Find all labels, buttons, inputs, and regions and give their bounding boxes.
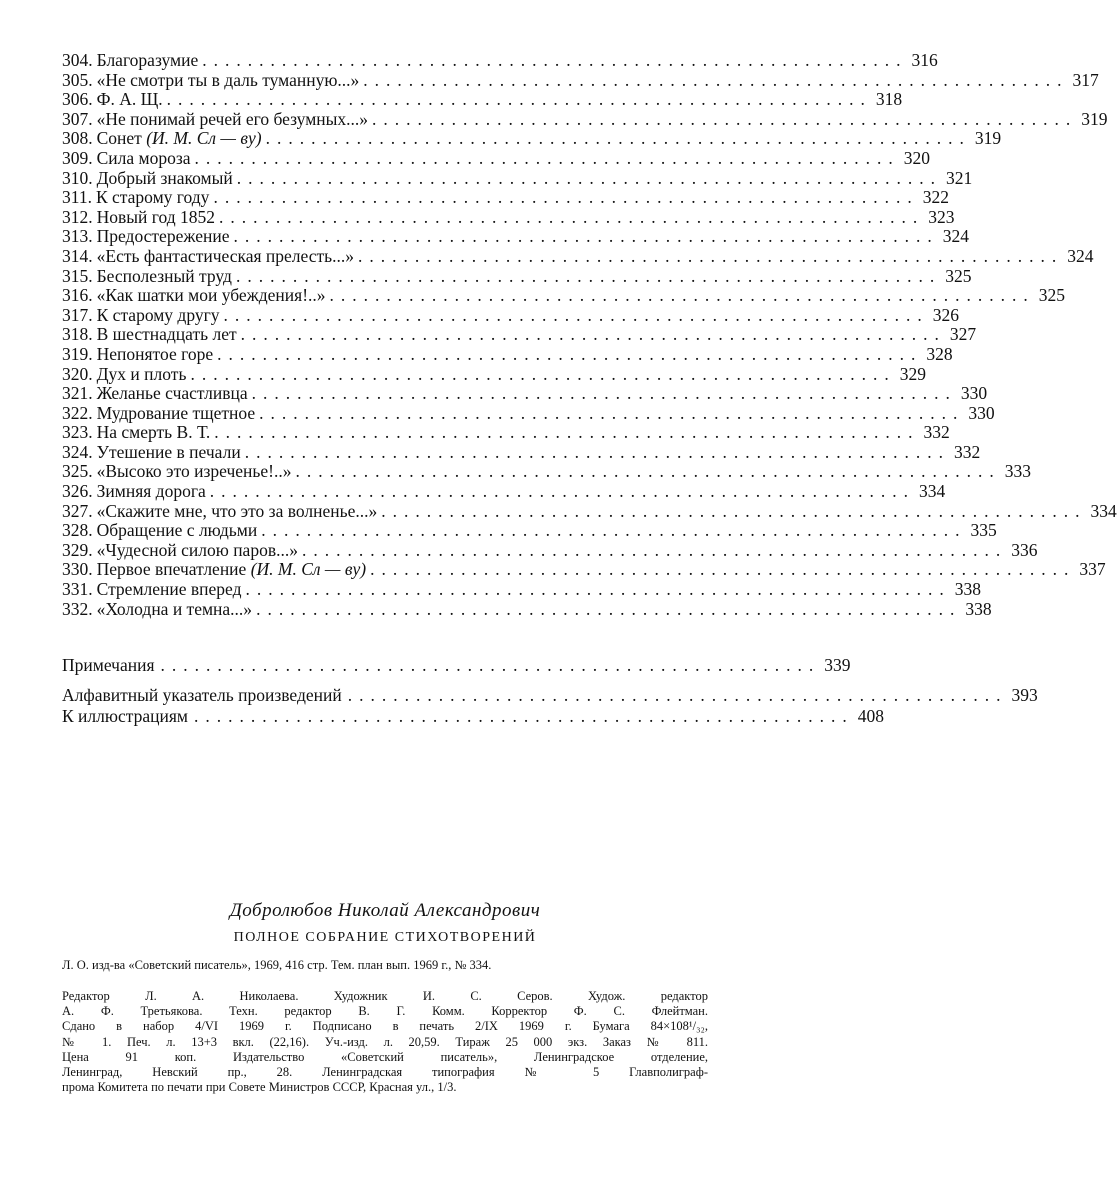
entry-number: 304. — [62, 50, 93, 70]
entry-title-text: «Не смотри ты в даль туманную...» — [96, 69, 360, 90]
toc-entry — [62, 304, 960, 326]
back-matter-row — [62, 685, 1038, 706]
toc-entry — [62, 559, 1106, 580]
page-number: 327 — [949, 324, 977, 345]
entry-title — [93, 325, 237, 345]
back-matter-notes — [62, 655, 851, 676]
toc-entry — [62, 441, 981, 463]
entry-dedication: (И. М. Сл — ву) — [250, 559, 367, 580]
entry-title-text: Бесполезный труд — [96, 265, 232, 286]
book-title: ПОЛНОЕ СОБРАНИЕ СТИХОТВОРЕНИЙ — [233, 930, 537, 945]
entry-title — [93, 227, 230, 247]
entry-number: 305. — [62, 69, 93, 90]
entry-number: 331. — [62, 579, 93, 600]
entry-dedication: (И. М. Сл — ву) — [146, 128, 262, 149]
author-name: Добролюбов Николай Александрович — [229, 900, 541, 921]
page-number: 321 — [946, 167, 973, 188]
entry-title — [93, 521, 258, 541]
entry-number: 320. — [62, 363, 93, 384]
entry-title — [93, 443, 241, 463]
entry-number: 317. — [62, 304, 93, 325]
entry-title-text: Обращение с людьми — [96, 520, 258, 541]
imprint — [62, 900, 708, 1095]
page-number: 332 — [953, 441, 981, 462]
entry-number: 309. — [62, 147, 93, 168]
dot-leader: .............................................................. — [202, 50, 908, 70]
back-matter-title: Примечания — [62, 655, 155, 675]
back-matter-index — [62, 685, 1038, 727]
dot-leader: .......................................................... — [160, 655, 821, 675]
page-number: 324 — [1067, 245, 1094, 266]
toc-entry — [62, 50, 938, 71]
entry-title — [93, 482, 206, 502]
toc-entry — [62, 579, 981, 600]
toc-entry — [62, 481, 946, 502]
dot-leader: .............................................................. — [209, 481, 916, 502]
dot-leader: .............................................................. — [363, 69, 1069, 90]
dot-leader: .............................................................. — [244, 441, 950, 462]
dot-leader: .............................................................. — [240, 324, 946, 345]
toc-entry — [62, 461, 1031, 482]
toc-entry — [62, 402, 995, 424]
dot-leader: .............................................................. — [233, 226, 939, 247]
entry-number: 306. — [62, 89, 93, 110]
credits-line: Редактор Л. А. Николаева. Художник И. С. Серов. Худож. редактор — [62, 989, 708, 1003]
entry-title-text: «Скажите мне, что это за волненье...» — [96, 500, 378, 521]
entry-number: 321. — [62, 383, 93, 404]
toc-entry — [62, 520, 997, 541]
entry-title-text: Первое впечатление — [96, 559, 247, 580]
entry-title — [93, 580, 242, 600]
entry-number: 332. — [62, 598, 93, 619]
entry-number: 318. — [62, 324, 93, 345]
entry-number: 327. — [62, 500, 93, 521]
page-number: 393 — [1011, 685, 1038, 705]
page-number: 328 — [926, 343, 953, 364]
entry-title-text: На смерть В. Т. — [96, 422, 211, 443]
entry-number: 324. — [62, 441, 93, 462]
page-number: 329 — [899, 363, 926, 384]
entry-title-text: Дух и плоть — [96, 363, 187, 384]
toc-entry — [62, 187, 949, 208]
entry-title-text: Стремление вперед — [96, 579, 242, 600]
entry-number: 329. — [62, 539, 93, 560]
page-number: 338 — [965, 598, 992, 619]
page-number: 317 — [1072, 69, 1099, 90]
toc-entry — [62, 265, 972, 287]
page-number: 330 — [960, 383, 988, 404]
page-number: 333 — [1004, 461, 1031, 482]
entry-number: 311. — [62, 187, 92, 208]
page-number: 338 — [954, 579, 981, 600]
toc-entry — [62, 226, 969, 247]
dot-leader: .............................................................. — [166, 89, 872, 110]
entry-title-text: Предостережение — [96, 226, 230, 247]
entry-title — [93, 423, 211, 443]
page-number: 325 — [945, 265, 972, 286]
credits-line: Ленинград, Невский пр., 28. Ленинградская типография № 5 Главполиграф- — [62, 1065, 708, 1080]
dot-leader: .............................................................. — [295, 461, 1001, 482]
credits-line: № 1. Печ. л. 13+3 вкл. (22,16). Уч.-изд. л. 20,59. Тираж 25 000 экз. Заказ № 811. — [62, 1034, 708, 1049]
credits-line: Цена 91 коп. Издательство «Советский писатель», Ленинградское отделение, — [62, 1049, 708, 1064]
entry-title — [93, 560, 366, 580]
credits-line: прома Комитета по печати при Совете Министров СССР, Красная ул., 1/3. — [62, 1080, 457, 1095]
back-matter-row — [62, 655, 851, 676]
dot-leader: .............................................................. — [259, 402, 965, 423]
entry-title — [92, 188, 209, 208]
entry-title-text: Сонет — [96, 128, 142, 149]
entry-title — [93, 502, 378, 522]
page-number: 339 — [824, 655, 851, 675]
toc-entry — [62, 500, 1117, 522]
entry-title-text: Ф. А. Щ. — [96, 89, 163, 110]
toc-entry — [62, 108, 1108, 130]
entry-number: 316. — [62, 285, 93, 306]
entry-number: 314. — [62, 245, 93, 266]
entry-title-text: «Чудесной силою паров...» — [96, 539, 298, 560]
entry-title — [93, 462, 292, 482]
publication-info: Л. О. изд-ва «Советский писатель», 1969, 416 стр. Тем. план вып. 1969 г., № 334. — [62, 958, 492, 972]
entry-title-text: Зимняя дорога — [96, 481, 206, 502]
entry-title — [93, 306, 220, 326]
entry-title — [93, 51, 199, 71]
page-number: 335 — [970, 520, 997, 541]
entry-title-text: «Как шатки мои убеждения!..» — [96, 285, 326, 306]
dot-leader: .......................................................... — [193, 706, 854, 726]
entry-title-text: «Есть фантастическая прелесть...» — [96, 245, 355, 266]
entry-title-text: К старому году — [95, 187, 210, 208]
page-number: 336 — [1011, 539, 1038, 560]
entry-title — [93, 149, 191, 169]
dot-leader: .............................................................. — [194, 147, 900, 168]
entry-number: 312. — [62, 206, 93, 227]
entry-title — [93, 286, 326, 306]
toc-entry — [62, 598, 992, 620]
toc-entry — [62, 128, 1002, 149]
dot-leader: .............................................................. — [261, 520, 967, 541]
entry-title — [93, 247, 354, 267]
entry-title — [93, 208, 215, 228]
page-number: 322 — [922, 187, 949, 208]
page-number: 316 — [911, 50, 938, 70]
credits-line: Сдано в набор 4/VI 1969 г. Подписано в печать 2/IX 1969 г. Бумага 84×108¹/₃₂, — [62, 1019, 708, 1034]
table-of-contents — [62, 50, 1117, 619]
dot-leader: .............................................................. — [235, 265, 942, 286]
toc-entry — [62, 343, 953, 365]
page-number: 320 — [903, 147, 931, 168]
page-number: 318 — [875, 89, 903, 110]
entry-title — [93, 384, 248, 404]
dot-leader: .............................................................. — [358, 245, 1064, 266]
entry-title-text: Непонятое горе — [96, 343, 214, 364]
entry-title-text: К старому другу — [96, 304, 220, 325]
entry-number: 330. — [62, 559, 93, 580]
entry-title — [93, 90, 163, 110]
page-number: 323 — [928, 206, 955, 227]
dot-leader: .............................................................. — [217, 343, 923, 364]
entry-title-text: «Холодна и темна...» — [96, 598, 253, 619]
toc-entry — [62, 206, 955, 228]
entry-number: 308. — [62, 128, 93, 149]
credits-line: А. Ф. Третьякова. Техн. редактор В. Г. Комм. Корректор Ф. С. Флейтман. — [62, 1004, 708, 1019]
entry-title-text: Новый год 1852 — [96, 206, 216, 227]
toc-entry — [62, 147, 931, 169]
dot-leader: .............................................................. — [214, 422, 920, 443]
entry-title — [93, 267, 232, 287]
page-number: 325 — [1038, 285, 1066, 306]
entry-title-text: Добрый знакомый — [96, 167, 233, 188]
toc-entry — [62, 69, 1099, 91]
entry-title — [93, 129, 262, 149]
entry-number: 325. — [62, 461, 93, 482]
dot-leader: .......................................................... — [347, 685, 1008, 705]
dot-leader: .............................................................. — [370, 559, 1076, 580]
dot-leader: .............................................................. — [245, 579, 951, 600]
entry-number: 313. — [62, 226, 93, 247]
entry-title-text: «Не понимай речей его безумных...» — [96, 108, 369, 129]
entry-number: 328. — [62, 520, 93, 541]
entry-number: 307. — [62, 108, 93, 129]
entry-title — [93, 71, 360, 91]
entry-title-text: Благоразумие — [96, 50, 199, 70]
entry-title — [93, 345, 213, 365]
toc-entry — [62, 383, 988, 404]
page-number: 408 — [857, 706, 884, 726]
page-number: 332 — [923, 422, 950, 443]
entry-title — [93, 169, 233, 189]
dot-leader: .............................................................. — [190, 363, 896, 384]
entry-number: 323. — [62, 422, 93, 443]
entry-title-text: Желанье счастливца — [96, 383, 248, 404]
entry-title-text: Утешение в печали — [96, 441, 241, 462]
entry-title-text: Сила мороза — [96, 147, 191, 168]
credits-block — [62, 989, 708, 1095]
toc-entry — [62, 539, 1038, 561]
dot-leader: .............................................................. — [213, 187, 919, 208]
back-matter-title: К иллюстрациям — [62, 706, 188, 726]
entry-number: 310. — [62, 167, 93, 188]
dot-leader: .............................................................. — [236, 167, 942, 188]
back-matter-row — [62, 706, 884, 727]
entry-title — [93, 365, 187, 385]
dot-leader: .............................................................. — [223, 304, 929, 325]
dot-leader: .............................................................. — [301, 539, 1008, 560]
entry-title — [93, 404, 255, 424]
dot-leader: .............................................................. — [265, 128, 971, 149]
entry-number: 326. — [62, 481, 93, 502]
toc-entry — [62, 324, 977, 345]
page-number: 334 — [919, 481, 946, 502]
page-number: 324 — [942, 226, 969, 247]
page-number: 337 — [1079, 559, 1106, 580]
entry-title — [93, 110, 368, 130]
dot-leader: .............................................................. — [381, 500, 1087, 521]
toc-entry — [62, 245, 1094, 267]
dot-leader: .............................................................. — [329, 285, 1035, 306]
toc-entry — [62, 167, 973, 189]
page-number: 330 — [968, 402, 995, 423]
page-number: 319 — [974, 128, 1002, 149]
dot-leader: .............................................................. — [219, 206, 925, 227]
page-number: 319 — [1081, 108, 1108, 129]
toc-entry — [62, 422, 950, 443]
entry-number: 315. — [62, 265, 93, 286]
entry-title-text: «Высоко это изреченье!..» — [96, 461, 292, 482]
dot-leader: .............................................................. — [372, 108, 1078, 129]
entry-title-text: Мудрование тщетное — [96, 402, 256, 423]
dot-leader: .............................................................. — [251, 383, 957, 404]
page-number: 334 — [1090, 500, 1117, 521]
entry-title-text: В шестнадцать лет — [96, 324, 237, 345]
toc-entry — [62, 363, 926, 385]
entry-number: 322. — [62, 402, 93, 423]
entry-number: 319. — [62, 343, 93, 364]
entry-title — [93, 600, 252, 620]
toc-entry — [62, 285, 1066, 306]
back-matter-title: Алфавитный указатель произведений — [62, 685, 342, 705]
toc-entry — [62, 89, 903, 110]
dot-leader: .............................................................. — [256, 598, 962, 619]
page-number: 326 — [932, 304, 960, 325]
entry-title — [93, 541, 298, 561]
